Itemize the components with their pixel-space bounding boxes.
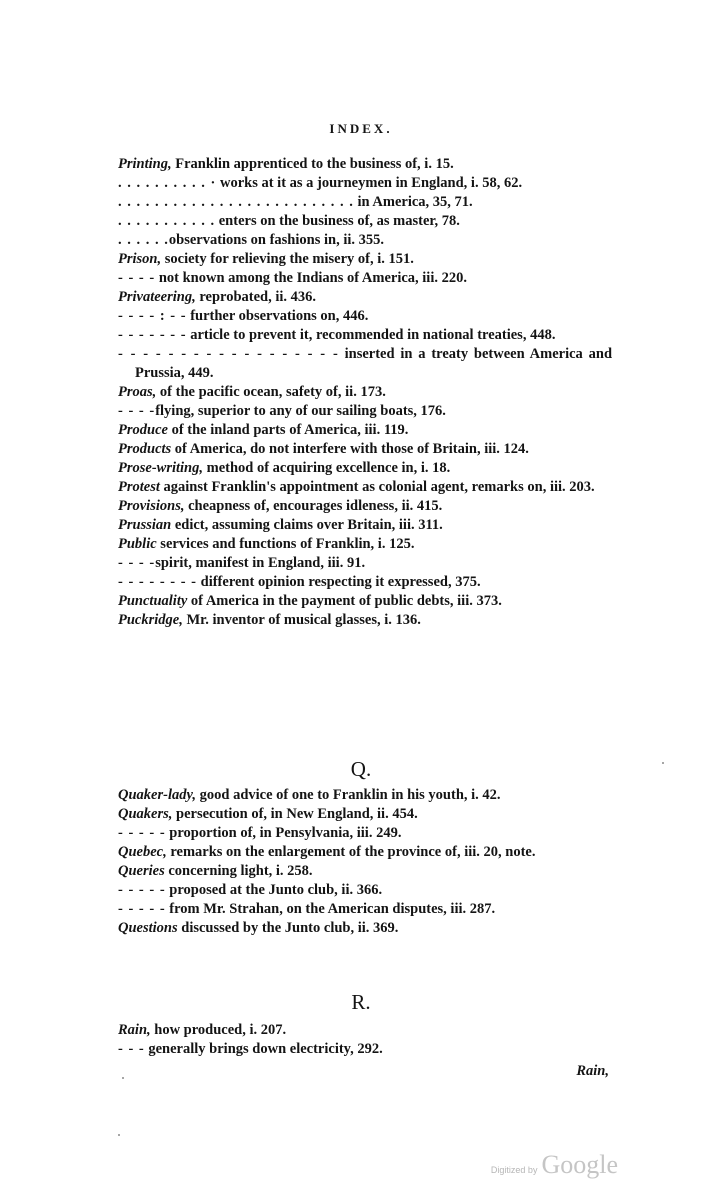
- section-r-entries: [118, 1021, 612, 1059]
- index-entry: Rain, how produced, i. 207.: [118, 1022, 287, 1038]
- index-entry: - - - - - - - - - - - - - - - - - - inserted in a treaty between America and Prussia, 449.: [118, 346, 613, 381]
- section-p-entries: [118, 155, 612, 630]
- index-entry: Questions discussed by the Junto club, ii. 369.: [118, 920, 399, 936]
- catchword: Rain,: [576, 1063, 609, 1079]
- index-entry: Privateering, reprobated, ii. 436.: [118, 289, 317, 305]
- index-entry: - - - - - proportion of, in Pensylvania, iii. 249.: [118, 825, 402, 841]
- index-entry: Provisions, cheapness of, encourages idleness, ii. 415.: [118, 498, 443, 514]
- index-entry: Punctuality of America in the payment of public debts, iii. 373.: [118, 593, 502, 609]
- index-entry: Proas, of the pacific ocean, safety of, ii. 173.: [118, 384, 386, 400]
- paper-speck: [662, 762, 664, 764]
- page-header: INDEX.: [329, 121, 393, 136]
- google-wordmark: Google: [541, 1150, 618, 1179]
- index-entry: Quaker-lady, good advice of one to Franklin in his youth, i. 42.: [118, 787, 501, 803]
- watermark-prefix: Digitized by: [490, 1165, 538, 1175]
- index-entry: - - - - not known among the Indians of America, iii. 220.: [118, 270, 467, 286]
- index-entry: Public services and functions of Franklin, i. 125.: [118, 536, 415, 552]
- index-entry: Produce of the inland parts of America, iii. 119.: [118, 422, 409, 438]
- section-q-entries: [118, 786, 612, 938]
- index-entry: - - - - : - - further observations on, 446.: [118, 308, 369, 324]
- index-entry: Puckridge, Mr. inventor of musical glasses, i. 136.: [118, 612, 421, 628]
- index-entry: - - - generally brings down electricity, 292.: [118, 1041, 383, 1057]
- section-letter-r: R.: [351, 990, 371, 1014]
- index-entry: Quebec, remarks on the enlargement of the province of, iii. 20, note.: [118, 844, 536, 860]
- index-entry: - - - - - - - article to prevent it, recommended in national treaties, 448.: [118, 327, 556, 343]
- index-entry: . . . . . . . . . . · works at it as a journeymen in England, i. 58, 62.: [118, 175, 523, 191]
- index-entry: . . . . . . . . . . . enters on the business of, as master, 78.: [118, 213, 460, 229]
- index-entry: - - - - - proposed at the Junto club, ii. 366.: [118, 882, 383, 898]
- paper-speck: [118, 1134, 120, 1136]
- index-entry: Quakers, persecution of, in New England, ii. 454.: [118, 806, 418, 822]
- index-entry: Printing, Franklin apprenticed to the business of, i. 15.: [118, 156, 454, 172]
- index-entry: - - - - - from Mr. Strahan, on the American disputes, iii. 287.: [118, 901, 496, 917]
- index-entry: Queries concerning light, i. 258.: [118, 863, 313, 879]
- section-letter-q: Q.: [350, 757, 372, 781]
- paper-speck: [122, 1077, 124, 1079]
- index-entry: - - - -spirit, manifest in England, iii. 91.: [118, 555, 366, 571]
- index-entry: - - - - - - - - different opinion respecting it expressed, 375.: [118, 574, 481, 590]
- index-entry: - - - -flying, superior to any of our sailing boats, 176.: [118, 403, 446, 419]
- index-entry: . . . . . . . . . . . . . . . . . . . . . . . . . . in America, 35, 71.: [118, 194, 473, 210]
- index-entry: Prussian edict, assuming claims over Britain, iii. 311.: [118, 517, 443, 533]
- index-entry: . . . . . .observations on fashions in, ii. 355.: [118, 232, 385, 248]
- index-entry: Prose-writing, method of acquiring excellence in, i. 18.: [118, 460, 451, 476]
- digitized-watermark: [491, 1150, 618, 1180]
- index-entry: Products of America, do not interfere with those of Britain, iii. 124.: [118, 441, 529, 457]
- index-entry: Prison, society for relieving the misery of, i. 151.: [118, 251, 414, 267]
- index-entry: Protest against Franklin's appointment as colonial agent, remarks on, iii. 203.: [118, 479, 595, 495]
